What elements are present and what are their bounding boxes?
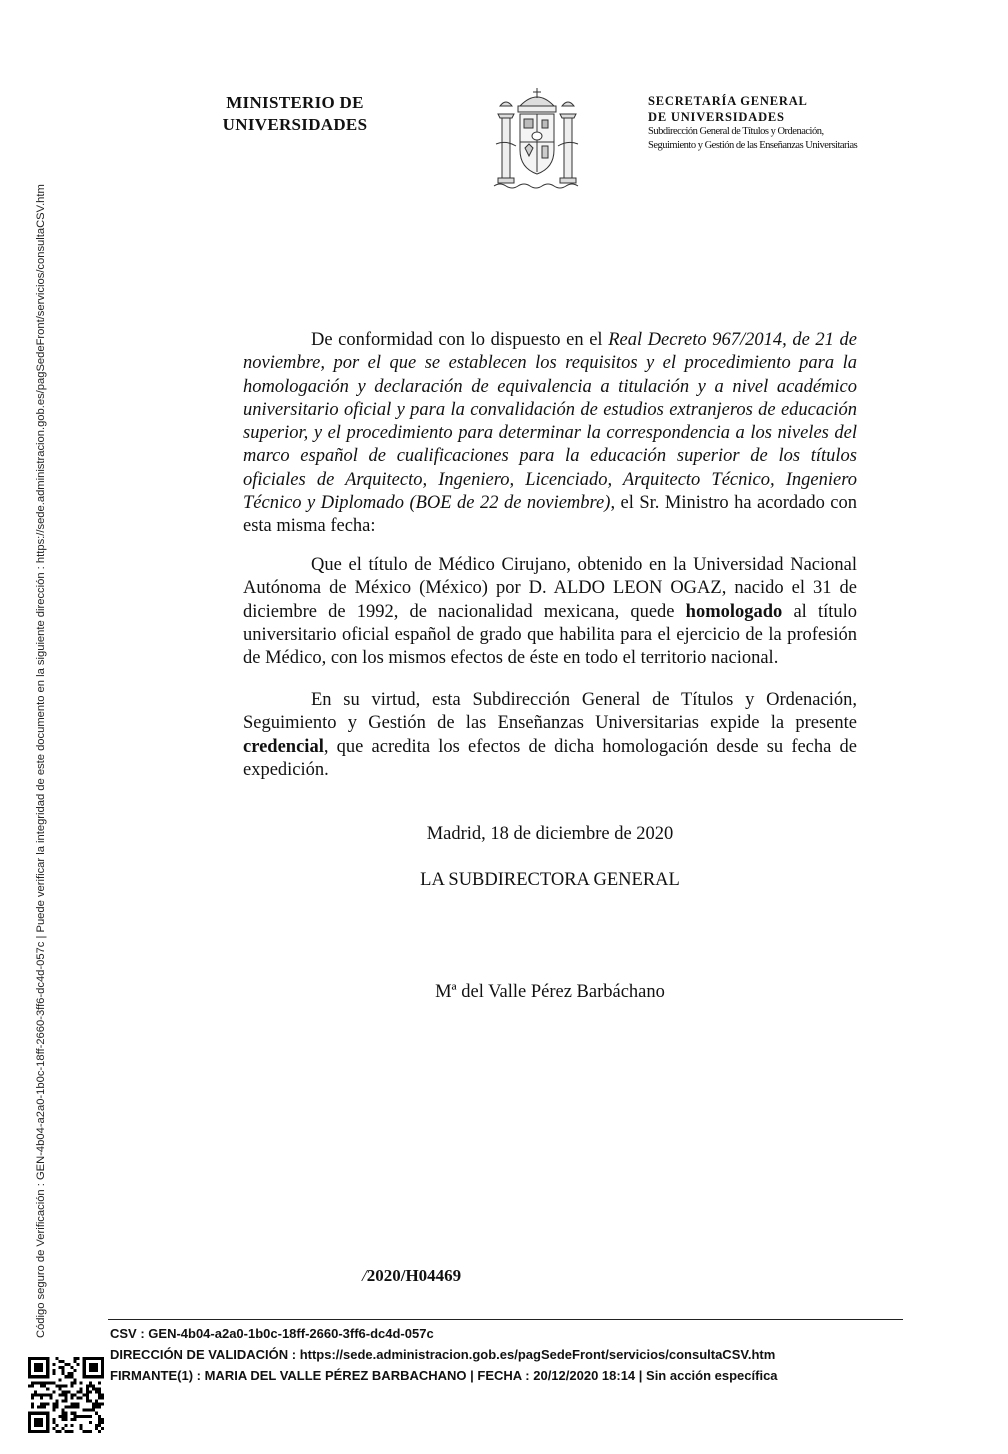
qr-code-icon[interactable]	[28, 1357, 104, 1433]
ministry-line-2: UNIVERSIDADES	[222, 115, 368, 134]
reference-code: 2020/H04469	[366, 1266, 462, 1285]
signer-title: LA SUBDIRECTORA GENERAL	[420, 870, 680, 890]
p3-credencial: credencial	[243, 736, 324, 757]
p3-tail: , que acredita los efectos de dicha homologación desde su fecha de expedición.	[243, 736, 857, 780]
reference-prefix: /	[362, 1266, 367, 1285]
secretaria-line-1: SECRETARÍA GENERAL	[648, 94, 808, 108]
spanish-coat-of-arms-icon	[482, 84, 592, 194]
footer-divider	[108, 1319, 903, 1320]
ministry-name	[200, 92, 390, 136]
secretaria-line-3: Subdirección General de Títulos y Ordenación,	[648, 126, 824, 137]
secretaria-line-2: DE UNIVERSIDADES	[648, 110, 785, 124]
p3-lead: En su virtud, esta Subdirección General de Títulos y Ordenación, Seguimiento y Gestión de las Enseñanzas Universitarias expide la presente	[243, 690, 857, 734]
reference-number	[362, 1266, 461, 1286]
paragraph-credential	[243, 689, 857, 782]
p1-lead: De conformidad con lo dispuesto en el	[311, 330, 609, 350]
p1-decree-reference: Real Decreto 967/2014, de 21 de noviembre, por el que se establecen los requisitos y el procedimiento para la homologación y declaración de equivalencia a titulación y a nivel académico universitario oficial y para la convalidación de estudios extranjeros de educación superior, y el procedimiento para determinar la correspondencia a los niveles del marco español de cualificaciones para la educación superior de los títulos oficiales de Arquitecto, Ingeniero, Licenciado, Arquitecto Técnico, Ingeniero Técnico y Diplomado (BOE de 22 de noviembre)	[243, 330, 857, 514]
ministry-line-1: MINISTERIO DE	[226, 93, 364, 112]
place-date: Madrid, 18 de diciembre de 2020	[426, 824, 674, 844]
footer-signer: FIRMANTE(1) : MARIA DEL VALLE PÉREZ BARBACHANO | FECHA : 20/12/2020 18:14 | Sin acción específica	[110, 1368, 778, 1383]
p2-lead: Que el título de Médico Cirujano, obtenido en la Universidad Nacional Autónoma de México (México) por D. ALDO LEON OGAZ, nacido el 31 de diciembre de 1992, de nacionalidad mexicana, quede	[243, 555, 857, 622]
secretaria-line-4: Seguimiento y Gestión de las Enseñanzas Universitarias	[648, 140, 858, 151]
p2-homologado: homologado	[685, 601, 783, 622]
vertical-verification-note: Código seguro de Verificación : GEN-4b04-a2a0-1b0c-18ff-2660-3ff6-dc4d-057c | Puede verificar la integridad de este documento en la siguiente dirección : https://sede.administracion.gob.es/pagSedeFront/servicios/consultaCSV.htm	[35, 184, 47, 1338]
secretaria-block	[648, 93, 888, 153]
footer-validation-url[interactable]: DIRECCIÓN DE VALIDACIÓN : https://sede.administracion.gob.es/pagSedeFront/servicios/consultaCSV.htm	[110, 1347, 776, 1362]
paragraph-homologation	[243, 554, 857, 670]
footer-csv: CSV : GEN-4b04-a2a0-1b0c-18ff-2660-3ff6-dc4d-057c	[110, 1326, 434, 1341]
signer-name: Mª del Valle Pérez Barbáchano	[435, 982, 665, 1002]
paragraph-decree	[243, 329, 857, 539]
p1-tail: , el Sr. Ministro ha acordado con esta misma fecha:	[243, 493, 857, 537]
p2-tail: al título universitario oficial español de grado que habilita para el ejercicio de la profesión de Médico, con los mismos efectos de éste en todo el territorio nacional.	[243, 601, 857, 669]
